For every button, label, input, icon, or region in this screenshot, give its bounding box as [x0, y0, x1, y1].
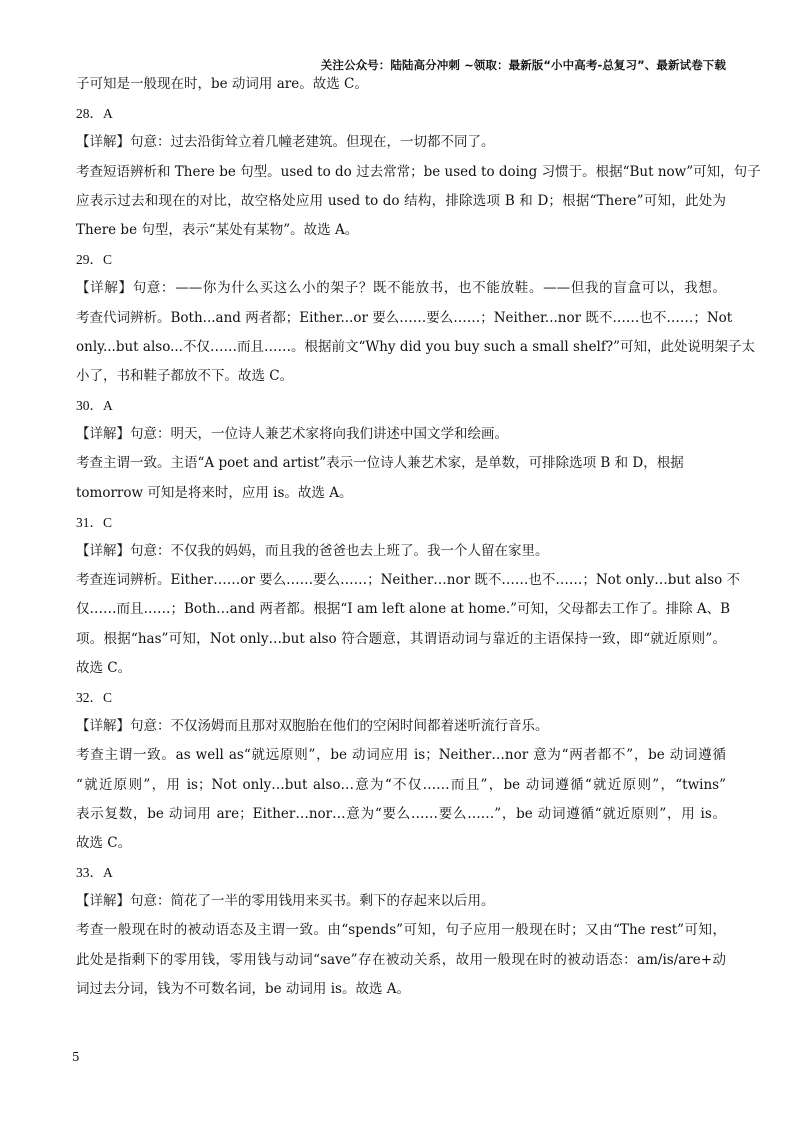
answer-explanations	[76, 76, 761, 1010]
text-line: 故选 C。	[76, 659, 132, 676]
text-line: 子可知是一般现在时，be 动词用 are。故选 C。	[76, 76, 368, 92]
text-line: 表示复数，be 动词用 are；Either…nor…意为“要么……要么……”，be 动词遵循“就近原则”，用 is。	[76, 805, 726, 822]
text-line: 【详解】句意：不仅汤姆而且那对双胞胎在他们的空闲时间都着迷听流行音乐。	[76, 718, 549, 735]
text-line: There be 句型，表示“某处有某物”。故选 A。	[76, 221, 359, 238]
text-line: 考查连词辨析。Either……or 要么……要么……；Neither…nor 既不……也不……；Not only…but also 不	[76, 572, 741, 589]
text-line: only...but also...不仅……而且……。根据前文“Why did you buy such a small shelf?”可知，此处说明架子太	[76, 338, 756, 355]
text-line: 考查主谓一致。as well as“就远原则”，be 动词应用 is；Neither…nor 意为“两者都不”，be 动词遵循	[76, 747, 726, 764]
text-line: 仅……而且……；Both…and 两者都。根据“I am left alone at home.”可知，父母都去工作了。排除 A、B	[76, 601, 731, 618]
text-line: 小了，书和鞋子都放不下。故选 C。	[76, 367, 294, 384]
question-number: 28．A	[76, 106, 113, 122]
text-line: 【详解】句意：过去沿街耸立着几幢老建筑。但现在，一切都不同了。	[76, 134, 495, 151]
question-number: 32．C	[76, 689, 113, 705]
question-number: 29．C	[76, 252, 113, 268]
text-line: 【详解】句意：不仅我的妈妈，而且我的爸爸也去上班了。我一个人留在家里。	[76, 543, 549, 559]
question-number: 30．A	[76, 398, 113, 414]
text-line: “就近原则”，用 is；Not only…but also…意为“不仅……而且”，be 动词遵循“就近原则”，“twins”	[76, 776, 726, 793]
page-header-banner: 关注公众号：陆陆高分冲刺 ~领取：最新版“小中高考-总复习”、最新试卷下载	[320, 58, 726, 72]
text-line: 此处是指剩下的零用钱，零用钱与动词“save”存在被动关系，故用一般现在时的被动语态：am/is/are+动	[76, 951, 726, 968]
text-line: 考查短语辨析和 There be 句型。used to do 过去常常；be used to doing 习惯于。根据“But now”可知，句子	[76, 163, 761, 180]
text-line: 【详解】句意：简花了一半的零用钱用来买书。剩下的存起来以后用。	[76, 893, 495, 910]
text-line: 【详解】句意：明天，一位诗人兼艺术家将向我们讲述中国文学和绘画。	[76, 426, 508, 443]
text-line: 考查一般现在时的被动语态及主谓一致。由“spends”可知，句子应用一般现在时；又由“The rest”可知，	[76, 922, 726, 939]
text-line: 应表示过去和现在的对比，故空格处应用 used to do 结构，排除选项 B 和 D；根据“There”可知，此处为	[76, 192, 726, 209]
text-line: 故选 C。	[76, 834, 132, 851]
text-line: 项。根据“has”可知，Not only…but also 符合题意，其谓语动词与靠近的主语保持一致，即“就近原则”。	[76, 630, 726, 647]
question-number: 31．C	[76, 514, 113, 530]
text-line: 【详解】句意：——你为什么买这么小的架子？既不能放书，也不能放鞋。——但我的盲盒可以，我想。	[76, 280, 726, 297]
question-number: 33．A	[76, 865, 113, 881]
text-line: 考查主谓一致。主语“A poet and artist”表示一位诗人兼艺术家，是单数，可排除选项 B 和 D，根据	[76, 455, 684, 472]
text-line: tomorrow 可知是将来时，应用 is。故选 A。	[76, 484, 353, 501]
text-line: 词过去分词，钱为不可数名词，be 动词用 is。故选 A。	[76, 980, 410, 997]
text-line: 考查代词辨析。Both...and 两者都；Either...or 要么……要么……；Neither...nor 既不……也不……；Not	[76, 309, 733, 326]
page-number: 5	[72, 1050, 80, 1064]
